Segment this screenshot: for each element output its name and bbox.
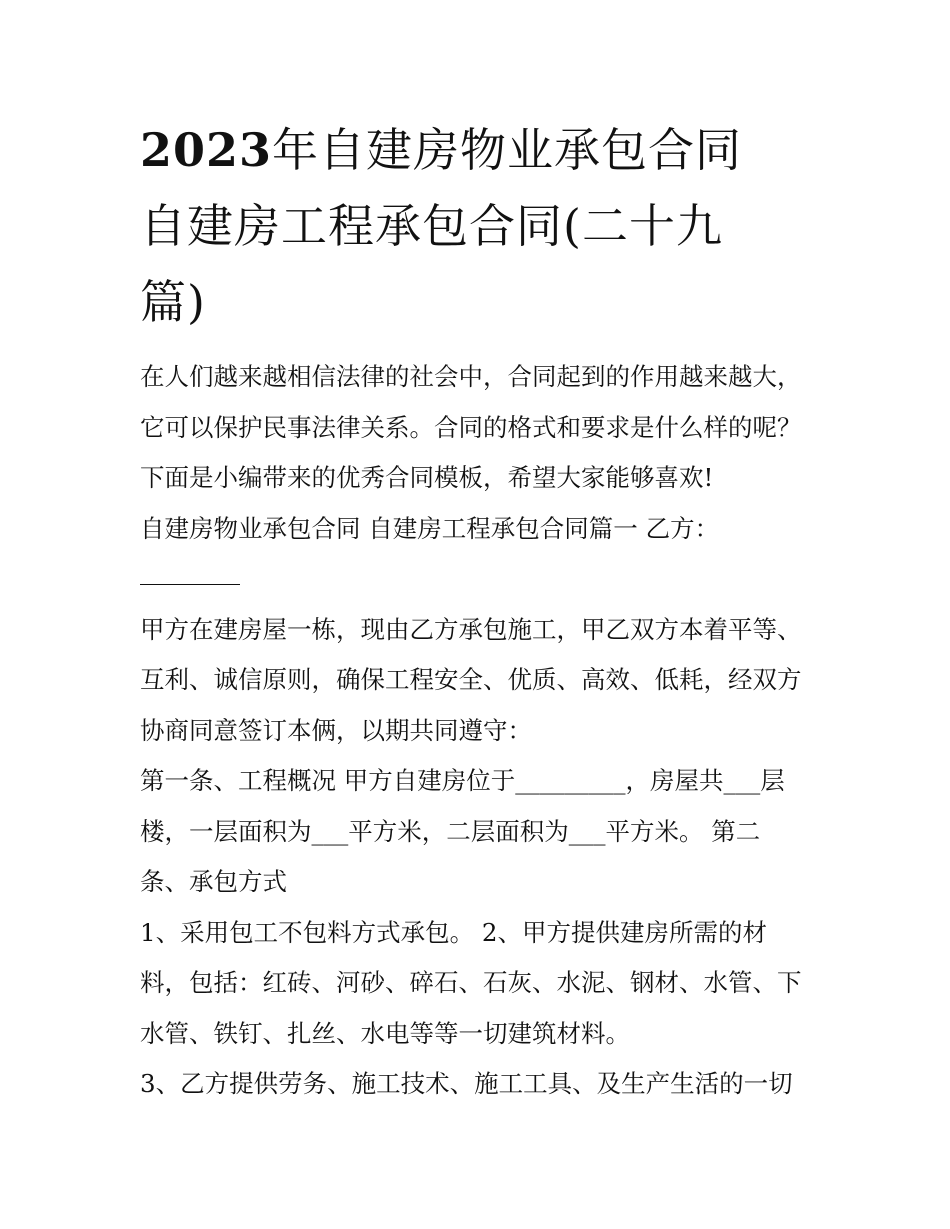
body-line: 在人们越来越相信法律的社会中，合同起到的作用越来越大， [140, 362, 802, 391]
body-line: 楼，一层面积为___平方米，二层面积为___平方米。 第二 [140, 816, 761, 846]
body-line: 自建房物业承包合同 自建房工程承包合同篇一 乙方： [140, 513, 720, 543]
party-b-blank-line [140, 554, 830, 605]
body-line: 水管、铁钉、扎丝、水电等等一切建筑材料。 [140, 1018, 630, 1048]
document-body [140, 352, 830, 1110]
signature-blank [140, 554, 240, 585]
body-line: 它可以保护民事法律关系。合同的格式和要求是什么样的呢？ [140, 412, 802, 442]
title-line-1-text: 年自建房物业承包合同 [272, 123, 743, 177]
title-year: 2023 [140, 123, 273, 177]
body-line: 料，包括：红砖、河砂、碎石、石灰、水泥、钢材、水管、下 [140, 968, 802, 997]
title-line-3: 篇) [140, 275, 206, 329]
body-line: 条、承包方式 [140, 867, 287, 896]
body-line: 3、乙方提供劳务、施工技术、施工工具、及生产生活的一切 [140, 1069, 793, 1098]
body-line: 互利、诚信原则，确保工程安全、优质、高效、低耗，经双方 [140, 665, 802, 694]
body-line: 甲方在建房屋一栋，现由乙方承包施工，甲乙双方本着平等、 [140, 614, 802, 644]
body-line: 协商同意签订本俩，以期共同遵守： [140, 715, 532, 745]
title-line-2: 自建房工程承包合同(二十九 [140, 199, 723, 253]
body-line: 下面是小编带来的优秀合同模板，希望大家能够喜欢! [140, 463, 714, 492]
document-title [140, 112, 820, 340]
body-line: 1、采用包工不包料方式承包。 2、甲方提供建房所需的材 [140, 917, 767, 947]
body-line: 第一条、工程概况 甲方自建房位于_________，房屋共___层 [140, 766, 785, 795]
title-line-1 [140, 112, 820, 188]
